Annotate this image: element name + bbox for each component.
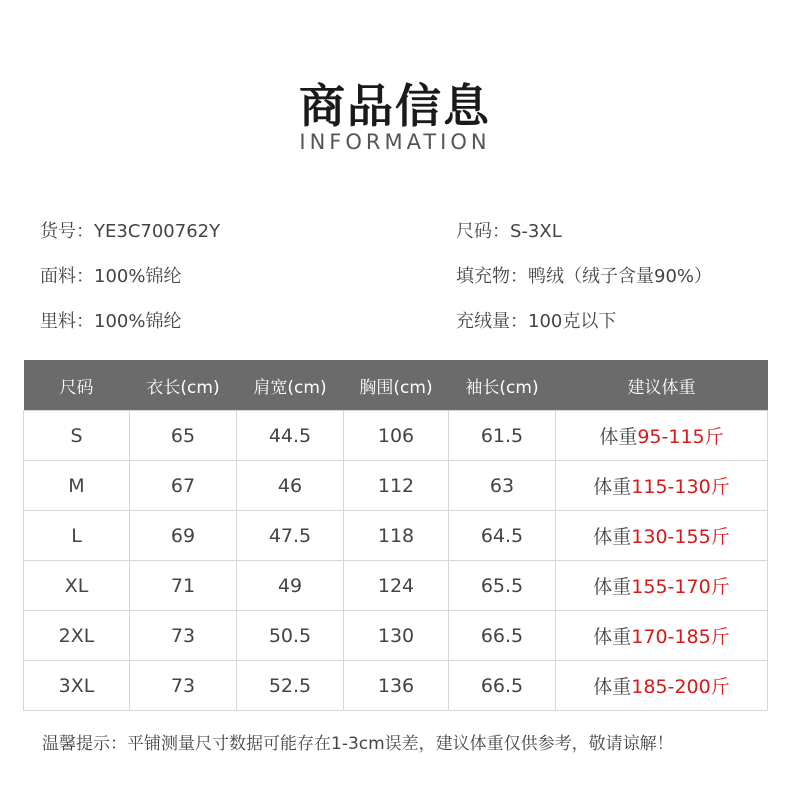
cell-sleeve: 66.5 [449, 611, 556, 661]
table-row [24, 511, 768, 561]
info-item-fabric [40, 262, 181, 288]
cell-shoulder: 49 [237, 561, 344, 611]
info-item-down-amount [456, 307, 616, 333]
info-item-lining [40, 307, 181, 333]
cell-size: L [24, 511, 130, 561]
table-row [24, 611, 768, 661]
weight-unit: 斤 [710, 526, 730, 548]
cell-chest: 136 [344, 661, 449, 711]
weight-range: 130-155 [631, 526, 711, 548]
cell-length: 65 [130, 411, 237, 461]
cell-shoulder: 46 [237, 461, 344, 511]
cell-weight [556, 511, 768, 561]
info-item-filling [456, 262, 712, 288]
weight-prefix: 体重 [593, 526, 632, 548]
weight-prefix: 体重 [593, 676, 632, 698]
weight-unit: 斤 [710, 676, 730, 698]
cell-weight [556, 661, 768, 711]
measurement-note: 温馨提示：平铺测量尺寸数据可能存在1-3cm误差，建议体重仅供参考，敬请谅解！ [42, 734, 674, 754]
weight-range: 155-170 [631, 576, 711, 598]
size-table [23, 360, 768, 711]
info-item-article-number [40, 217, 220, 243]
cell-chest: 112 [344, 461, 449, 511]
cell-weight [556, 411, 768, 461]
header-shoulder: 肩宽(cm) [237, 360, 344, 411]
table-header-row [24, 360, 768, 411]
weight-range: 115-130 [631, 476, 711, 498]
cell-length: 67 [130, 461, 237, 511]
cell-weight [556, 461, 768, 511]
header-length: 衣长(cm) [130, 360, 237, 411]
table-row [24, 411, 768, 461]
weight-prefix: 体重 [593, 626, 632, 648]
info-label: 货号： [40, 221, 94, 242]
info-label: 尺码： [456, 221, 510, 242]
cell-shoulder: 44.5 [237, 411, 344, 461]
cell-shoulder: 47.5 [237, 511, 344, 561]
weight-unit: 斤 [704, 426, 724, 448]
info-label: 里料： [40, 311, 94, 332]
info-value: 100%锦纶 [94, 311, 182, 332]
cell-sleeve: 66.5 [449, 661, 556, 711]
cell-chest: 106 [344, 411, 449, 461]
cell-sleeve: 65.5 [449, 561, 556, 611]
header-weight: 建议体重 [556, 360, 768, 411]
weight-range: 185-200 [631, 676, 711, 698]
cell-size: 3XL [24, 661, 130, 711]
header-size: 尺码 [24, 360, 130, 411]
cell-sleeve: 63 [449, 461, 556, 511]
weight-prefix: 体重 [599, 426, 638, 448]
cell-sleeve: 64.5 [449, 511, 556, 561]
weight-unit: 斤 [710, 576, 730, 598]
cell-size: M [24, 461, 130, 511]
table-row [24, 561, 768, 611]
info-value: S-3XL [510, 221, 562, 242]
cell-weight [556, 611, 768, 661]
info-value: 鸭绒（绒子含量90%） [528, 266, 713, 287]
info-value: 100克以下 [528, 311, 617, 332]
cell-weight [556, 561, 768, 611]
cell-shoulder: 50.5 [237, 611, 344, 661]
info-value: YE3C700762Y [94, 221, 221, 242]
info-value: 100%锦纶 [94, 266, 182, 287]
page-title: 商品信息 [299, 79, 491, 133]
weight-unit: 斤 [710, 476, 730, 498]
cell-chest: 118 [344, 511, 449, 561]
cell-sleeve: 61.5 [449, 411, 556, 461]
weight-unit: 斤 [710, 626, 730, 648]
cell-size: 2XL [24, 611, 130, 661]
info-label: 填充物： [456, 266, 528, 287]
weight-prefix: 体重 [593, 476, 632, 498]
info-label: 充绒量： [456, 311, 528, 332]
cell-length: 71 [130, 561, 237, 611]
cell-length: 69 [130, 511, 237, 561]
cell-size: S [24, 411, 130, 461]
weight-prefix: 体重 [593, 576, 632, 598]
header-chest: 胸围(cm) [344, 360, 449, 411]
info-label: 面料： [40, 266, 94, 287]
cell-size: XL [24, 561, 130, 611]
cell-chest: 130 [344, 611, 449, 661]
weight-range: 170-185 [631, 626, 711, 648]
cell-length: 73 [130, 611, 237, 661]
table-row [24, 461, 768, 511]
page-subtitle: INFORMATION [299, 130, 491, 154]
info-item-size-range [456, 217, 562, 243]
weight-range: 95-115 [637, 426, 705, 448]
cell-length: 73 [130, 661, 237, 711]
header-sleeve: 袖长(cm) [449, 360, 556, 411]
table-row [24, 661, 768, 711]
cell-chest: 124 [344, 561, 449, 611]
cell-shoulder: 52.5 [237, 661, 344, 711]
